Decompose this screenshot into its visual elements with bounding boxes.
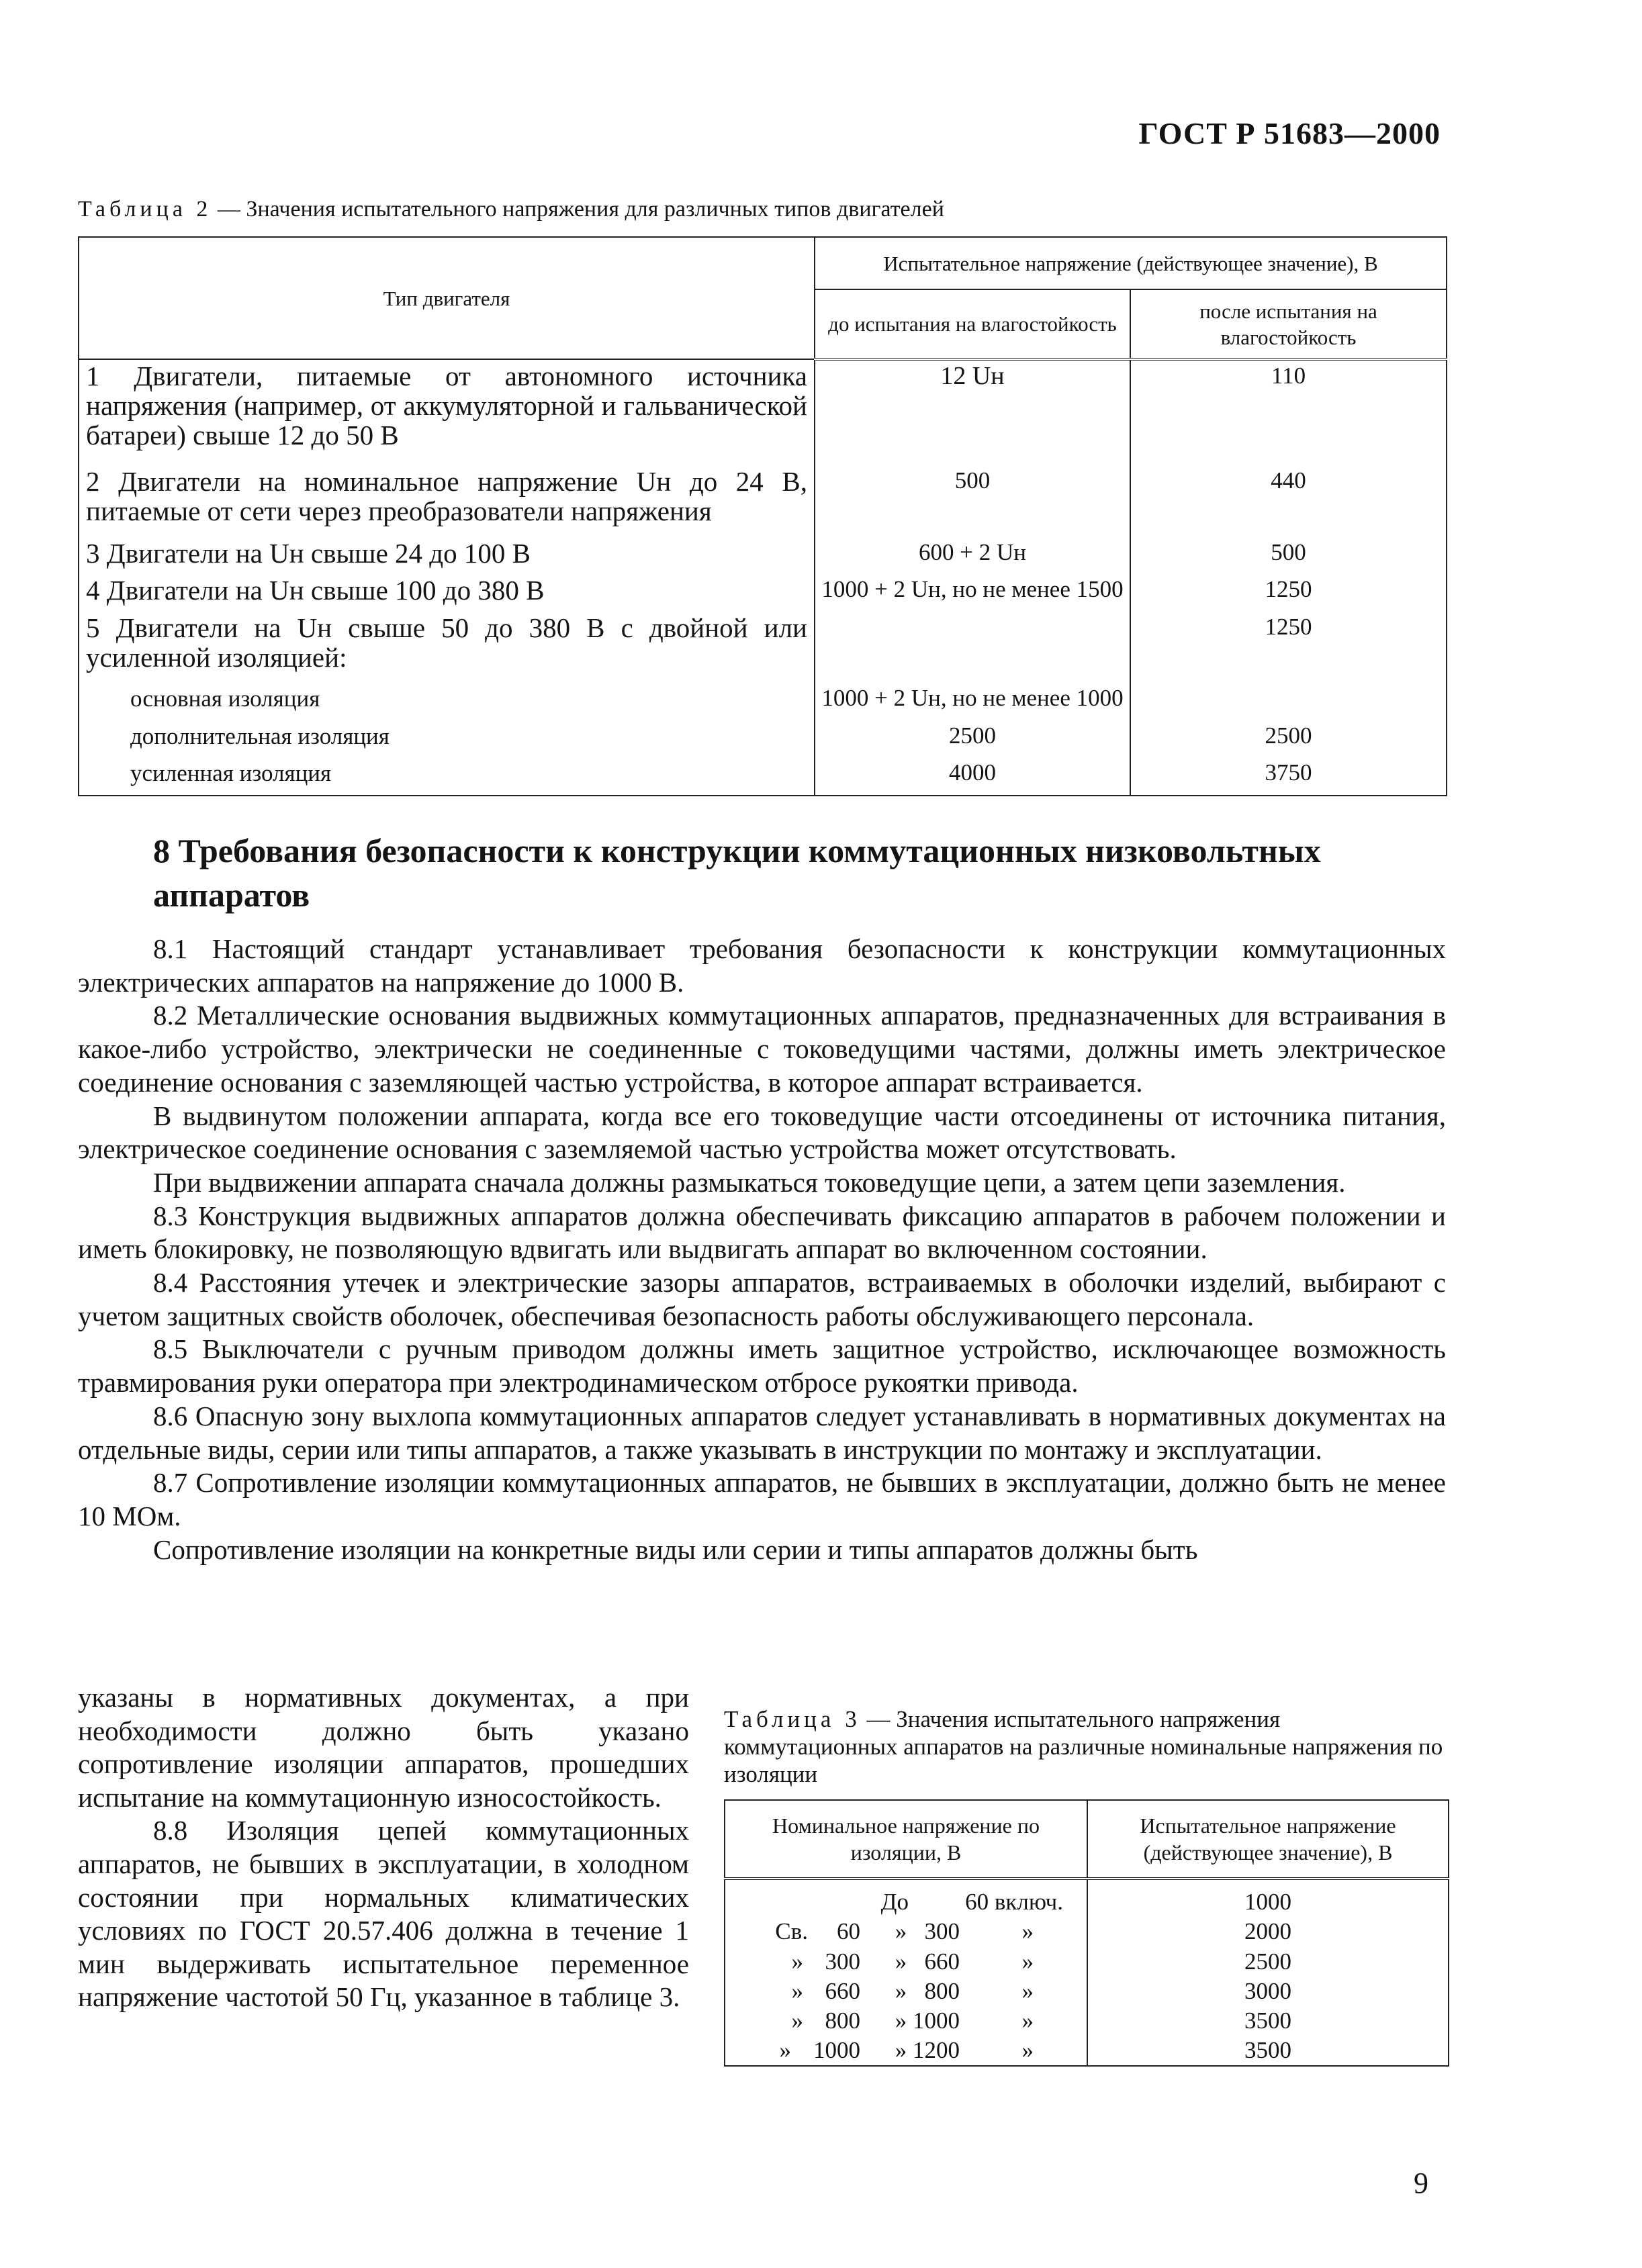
paragraph: указаны в нормативных документах, а при необходимости должно быть указано сопротивление изоляции аппаратов, прошедших испытание на коммутационную износостойкость. [78,1682,689,1813]
range-prefix: Св. [775,1918,808,1945]
table2-col-type: Тип двигателя [79,237,815,359]
table-row [79,683,1447,720]
range-to: » 300 [895,1918,960,1945]
table3-cell-range [725,1917,1087,1946]
table2-cell-after: 440 [1130,465,1447,536]
range-from: 300 [825,1948,860,1975]
paragraph: 8.6 Опасную зону выхлопа коммутационных аппаратов следует устанавливать в нормативных документах на отдельные виды, серии или типы аппаратов, а также указывать в инструкции по монтажу и эксплуатации. [78,1400,1446,1465]
table3-cell-range [725,1879,1087,1917]
section-body [78,933,1446,1566]
table2-cell-type: 2 Двигатели на номинальное напряжение Uн до 24 В, питаемые от сети через преобразователи напряжения [79,465,815,536]
range-to: 60 включ. [965,1888,1063,1915]
paragraph: При выдвижении аппарата сначала должны размыкаться токоведущие цепи, а затем цепи заземления. [153,1166,1346,1198]
table2-cell-type: 4 Двигатели на Uн свыше 100 до 380 В [79,574,815,612]
table2-cell-after: 3750 [1130,757,1447,796]
range-suffix: » [1021,1948,1034,1975]
table2-cell-before: 1000 + 2 Uн, но не менее 1000 [815,683,1130,720]
table-row [725,1946,1449,1976]
range-from: 1000 [813,2037,860,2064]
table-row [725,2036,1449,2066]
table3-cell-value: 1000 [1087,1879,1449,1917]
table3-cell-value: 3500 [1087,2006,1449,2036]
paragraph: 8.4 Расстояния утечек и электрические зазоры аппаратов, встраиваемых в оболочки изделий, выбирают с учетом защитных свойств оболочек, обеспечивая безопасность работы обслуживающего персонала. [78,1267,1446,1331]
range-suffix: » [1021,2037,1034,2064]
table-row [79,537,1447,575]
table2-cell-after: 500 [1130,537,1447,575]
table3-cell-range [725,2006,1087,2036]
table3-col-test: Испытательное напряжение (действующее значение), В [1087,1800,1449,1879]
table3-caption-label: Таблица 3 [724,1706,861,1732]
section-heading: 8 Требования безопасности к конструкции коммутационных низковольтных аппаратов [153,832,1321,914]
range-suffix: » [1021,2007,1034,2034]
paragraph: 8.5 Выключатели с ручным приводом должны иметь защитное устройство, исключающее возможность травмирования руки оператора при электродинамическом отбросе рукоятки привода. [78,1333,1446,1399]
table-row [79,574,1447,612]
table-row [725,1976,1449,2005]
table2-caption-text: — Значения испытательного напряжения для различных типов двигателей [212,197,944,222]
document-number-header: ГОСТ Р 51683—2000 [1138,116,1441,150]
table-row [79,465,1447,536]
table-row [725,1917,1449,1946]
left-column-text [78,1681,689,2014]
range-to: » 800 [895,1977,960,2004]
table-row [79,612,1447,683]
table2-cell-before: 2500 [815,720,1130,758]
table2-caption [78,195,944,224]
paragraph: Сопротивление изоляции на конкретные виды или серии и типы аппаратов должны быть [153,1533,1198,1565]
range-to: » 1200 [895,2037,960,2064]
table3-cell-value: 3500 [1087,2036,1449,2066]
paragraph: 8.1 Настоящий стандарт устанавливает требования безопасности к конструкции коммутационных электрических аппаратов на напряжение до 1000 В. [78,933,1446,998]
table2-cell-type: дополнительная изоляция [79,720,815,758]
table2-cell-after: 1250 [1130,612,1447,683]
range-prefix: » [791,2007,803,2034]
range-suffix: » [1021,1977,1034,2004]
page-number: 9 [1414,2167,1428,2200]
table2-cell-after: 110 [1130,359,1447,465]
table3-cell-range [725,1946,1087,1976]
paragraph: В выдвинутом положении аппарата, когда все его токоведущие части отсоединены от источника питания, электрическое соединение основания с заземляемой частью устройства может отсутствовать. [78,1100,1446,1165]
range-from: До [880,1888,909,1915]
range-prefix: » [791,1948,803,1975]
paragraph: 8.3 Конструкция выдвижных аппаратов должна обеспечивать фиксацию аппаратов в рабочем положении и иметь блокировку, не позволяющую вдвигать или выдвигать аппарат во включенном состоянии. [78,1200,1446,1265]
range-prefix: » [791,1977,803,2004]
table2-cell-before: 600 + 2 Uн [815,537,1130,575]
table3-col-nominal: Номинальное напряжение по изоляции, В [725,1800,1087,1879]
table3 [724,1799,1449,2067]
range-to: » 1000 [895,2007,960,2034]
table2-col-before: до испытания на влагостойкость [815,289,1130,359]
table2-cell-before [815,612,1130,683]
paragraph: 8.2 Металлические основания выдвижных коммутационных аппаратов, предназначенных для встраивания в какое-либо устройство, электрически не соединенные с токоведущими частями, должны иметь электрическое соединение основания с заземляющей частью устройства, в которое аппарат встраивается. [78,1000,1446,1098]
table2-cell-before: 500 [815,465,1130,536]
table2-cell-type: усиленная изоляция [79,757,815,796]
table2-cell-type: 3 Двигатели на Uн свыше 24 до 100 В [79,537,815,575]
table3-cell-value: 2000 [1087,1917,1449,1946]
table-row [79,720,1447,758]
range-suffix: » [1021,1918,1034,1945]
table2-cell-type: основная изоляция [79,683,815,720]
table2-col-after: после испытания на влагостойкость [1130,289,1447,359]
table2-cell-after [1130,683,1447,720]
table-row [725,1879,1449,1917]
table-row [79,757,1447,796]
table3-cell-value: 2500 [1087,1946,1449,1976]
table2-cell-before: 1000 + 2 Uн, но не менее 1500 [815,574,1130,612]
table2-cell-type: 1 Двигатели, питаемые от автономного источника напряжения (например, от аккумуляторной и гальванической батареи) свыше 12 до 50 В [79,359,815,465]
range-from: 660 [825,1977,860,2004]
table2 [78,236,1447,796]
range-to: » 660 [895,1948,960,1975]
table2-cell-type: 5 Двигатели на Uн свыше 50 до 380 В с двойной или усиленной изоляцией: [79,612,815,683]
range-from: 60 [837,1918,860,1945]
table3-cell-value: 3000 [1087,1976,1449,2005]
table3-caption [724,1705,1449,1788]
table2-cell-after: 1250 [1130,574,1447,612]
table3-cell-range [725,2036,1087,2066]
table-row [725,2006,1449,2036]
range-from: 800 [825,2007,860,2034]
table2-cell-before: 4000 [815,757,1130,796]
table2-cell-after: 2500 [1130,720,1447,758]
table-row [79,359,1447,465]
paragraph: 8.7 Сопротивление изоляции коммутационных аппаратов, не бывших в эксплуатации, должно быть не менее 10 МОм. [78,1467,1446,1531]
table3-cell-range [725,1976,1087,2005]
paragraph: 8.8 Изоляция цепей коммутационных аппаратов, не бывших в эксплуатации, в холодном состоянии при нормальных климатических условиях по ГОСТ 20.57.406 должна в течение 1 мин выдерживать испытательное переменное напряжение частотой 50 Гц, указанное в таблице 3. [78,1815,689,2013]
table2-caption-label: Таблица 2 [78,197,212,222]
table3-caption-text: — Значения испытательного напряжения коммутационных аппаратов на различные номинальные напряжения по изоляции [724,1706,1443,1787]
range-prefix: » [779,2037,791,2064]
table2-col-voltage-group: Испытательное напряжение (действующее значение), В [815,237,1447,289]
table2-cell-before: 12 Uн [815,359,1130,465]
